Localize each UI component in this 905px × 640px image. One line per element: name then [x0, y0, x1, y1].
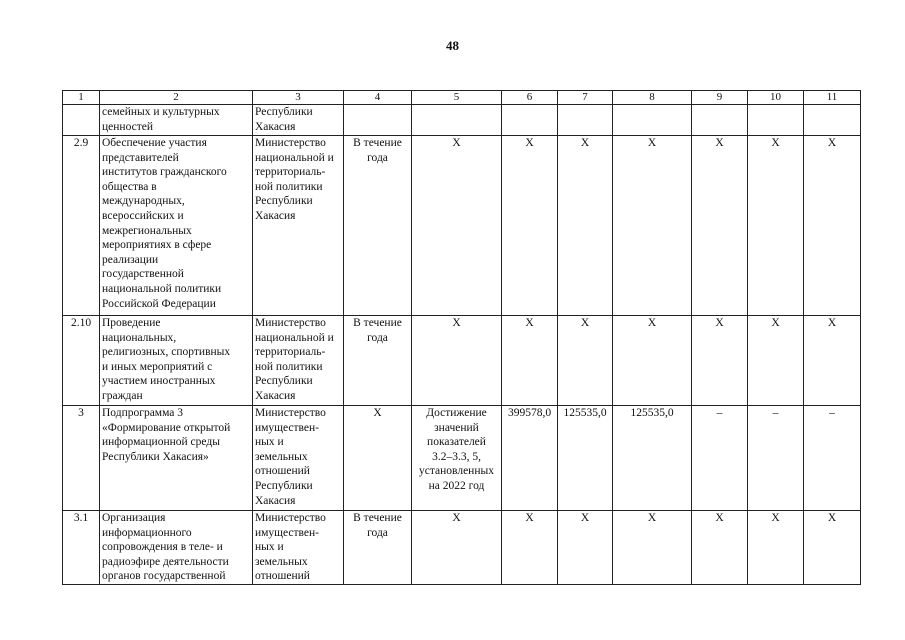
- column-header: 2: [100, 91, 253, 105]
- value-cell: 125535,0: [613, 406, 692, 511]
- row-number-cell: [63, 105, 100, 136]
- column-header: 3: [253, 91, 344, 105]
- value-cell: Х: [558, 511, 613, 585]
- program-table: [62, 90, 861, 585]
- activity-name-cell: Обеспечение участия представителей институтов гражданского общества в международных, всероссийских и межрегиональных мероприятиях в сфере реализации государственной национальной политики Российской Федерации: [100, 136, 253, 316]
- value-cell: Х: [692, 316, 748, 406]
- value-cell: 399578,0: [502, 406, 558, 511]
- activity-name-cell: Организация информационного сопровождения в теле- и радиоэфире деятельности органов государственной: [100, 511, 253, 585]
- activity-name-cell: Подпрограмма 3 «Формирование открытой информационной среды Республики Хакасия»: [100, 406, 253, 511]
- executor-cell: Министерство национальной и территориаль- ной политики Республики Хакасия: [253, 136, 344, 316]
- value-cell: Х: [502, 136, 558, 316]
- value-cell: Х: [502, 511, 558, 585]
- term-cell: В течение года: [344, 511, 412, 585]
- value-cell: Х: [804, 136, 861, 316]
- column-header: 1: [63, 91, 100, 105]
- executor-cell: Республики Хакасия: [253, 105, 344, 136]
- activity-name-cell: Проведение национальных, религиозных, спортивных и иных мероприятий с участием иностранных граждан: [100, 316, 253, 406]
- value-cell: Х: [804, 316, 861, 406]
- result-cell: Х: [412, 511, 502, 585]
- value-cell: Х: [613, 316, 692, 406]
- activity-name-cell: семейных и культурных ценностей: [100, 105, 253, 136]
- row-number-cell: 3: [63, 406, 100, 511]
- column-header: 10: [748, 91, 804, 105]
- value-cell: [558, 105, 613, 136]
- term-cell: Х: [344, 406, 412, 511]
- executor-cell: Министерство имуществен- ных и земельных отношений: [253, 511, 344, 585]
- row-number-cell: 3.1: [63, 511, 100, 585]
- result-cell: Х: [412, 136, 502, 316]
- column-header: 4: [344, 91, 412, 105]
- table-row: [63, 316, 861, 406]
- table-row: [63, 136, 861, 316]
- value-cell: Х: [692, 136, 748, 316]
- value-cell: Х: [748, 316, 804, 406]
- column-header: 9: [692, 91, 748, 105]
- value-cell: Х: [613, 511, 692, 585]
- result-cell: Х: [412, 316, 502, 406]
- value-cell: 125535,0: [558, 406, 613, 511]
- value-cell: [613, 105, 692, 136]
- value-cell: Х: [692, 511, 748, 585]
- result-cell: [412, 105, 502, 136]
- table-row: [63, 511, 861, 585]
- value-cell: Х: [558, 316, 613, 406]
- result-cell: Достижение значений показателей 3.2–3.3, 5, установленных на 2022 год: [412, 406, 502, 511]
- executor-cell: Министерство национальной и территориаль- ной политики Республики Хакасия: [253, 316, 344, 406]
- column-header: 5: [412, 91, 502, 105]
- column-header: 11: [804, 91, 861, 105]
- column-header: 8: [613, 91, 692, 105]
- value-cell: Х: [613, 136, 692, 316]
- column-number-row: [63, 91, 861, 105]
- value-cell: Х: [558, 136, 613, 316]
- value-cell: [502, 105, 558, 136]
- value-cell: [692, 105, 748, 136]
- table-row: [63, 406, 861, 511]
- term-cell: В течение года: [344, 316, 412, 406]
- value-cell: –: [748, 406, 804, 511]
- value-cell: Х: [748, 136, 804, 316]
- value-cell: Х: [502, 316, 558, 406]
- value-cell: –: [692, 406, 748, 511]
- value-cell: –: [804, 406, 861, 511]
- page-number: 48: [446, 38, 459, 53]
- value-cell: [748, 105, 804, 136]
- value-cell: Х: [748, 511, 804, 585]
- column-header: 7: [558, 91, 613, 105]
- value-cell: [804, 105, 861, 136]
- executor-cell: Министерство имуществен- ных и земельных отношений Республики Хакасия: [253, 406, 344, 511]
- value-cell: Х: [804, 511, 861, 585]
- term-cell: [344, 105, 412, 136]
- row-number-cell: 2.10: [63, 316, 100, 406]
- column-header: 6: [502, 91, 558, 105]
- row-number-cell: 2.9: [63, 136, 100, 316]
- table-row: [63, 105, 861, 136]
- term-cell: В течение года: [344, 136, 412, 316]
